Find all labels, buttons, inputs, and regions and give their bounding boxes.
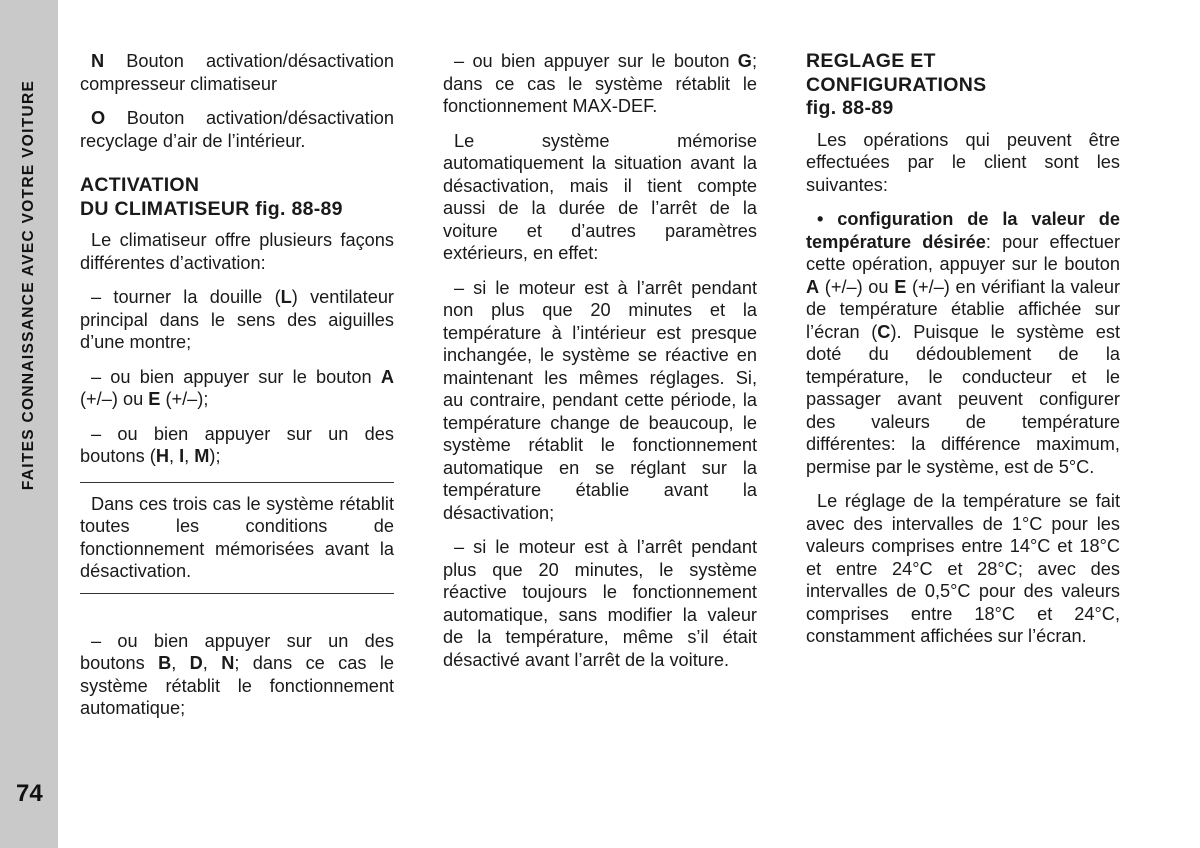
paragraph-operations: Les opérations qui peuvent être effectuées par le client sont les suivantes:	[806, 129, 1120, 195]
section-heading-activation: ACTIVATION DU CLIMATISEUR fig. 88-89	[80, 174, 343, 220]
paragraph-button-o: O Bouton activation/désactivation recyclage d’air de l’intérieur.	[80, 108, 394, 151]
paragraph-under-20-min: – si le moteur est à l’arrêt pendant non plus que 20 minutes et la température à l’intérieur est presque inchangée, le système se réactive en maintenant les mêmes réglages. Si, au contraire, pendant cette période, la température change de beaucoup, le système rétablit le fonctionnement automatique en se réglant sur la température établie avant la désactivation;	[443, 277, 757, 523]
section-heading-settings: REGLAGE ET CONFIGURATIONS fig. 88-89	[806, 50, 987, 119]
button-key: O	[91, 108, 106, 128]
text-column-3	[806, 50, 1120, 660]
paragraph-button-n: N Bouton activation/désactivation compresseur climatiseur	[80, 51, 394, 94]
paragraph-temperature-config: • configuration de la valeur de température désirée: pour effectuer cette opération, appuyer sur le bouton A (+/–) ou E (+/–) en vérifiant la valeur de température établie affichée sur l’écran (C). Puisque le système est doté du dédoublement de la température, le conducteur et le passager avant peuvent configurer des valeurs de température différentes: la différence maximum, permise par le système, est de 5°C.	[806, 209, 1121, 477]
sidebar	[0, 0, 58, 848]
text-column-2	[443, 50, 757, 683]
paragraph-option-bdn: – ou bien appuyer sur un des boutons B, D, N; dans ce cas le système rétablit le fonctionnement automatique;	[80, 630, 394, 718]
paragraph-option-a-e: – ou bien appuyer sur le bouton A (+/–) ou E (+/–);	[80, 366, 394, 409]
paragraph-memory: Le système mémorise automatiquement la situation avant la désactivation, mais il tient compte aussi de la durée de l’arrêt de la voiture et d’autres paramètres extérieurs, en effet:	[443, 130, 757, 263]
section-title-vertical	[2, 50, 56, 520]
note-text: Dans ces trois cas le système rétablit toutes les conditions de fonctionnement mémorisées avant la désactivation.	[80, 493, 394, 581]
text-column-1	[80, 50, 394, 732]
paragraph-temperature-steps: Le réglage de la température se fait avec des intervalles de 1°C pour les valeurs comprises entre 14°C et 18°C et entre 24°C et 28°C; avec des intervalles de 0,5°C pour des valeurs comprises entre 18°C et 24°C, constamment affichées sur l’écran.	[806, 491, 1120, 646]
note-box	[80, 482, 394, 594]
paragraph-option-g: – ou bien appuyer sur le bouton G; dans ce cas le système rétablit le fonctionnement MAX-DEF.	[443, 51, 757, 116]
paragraph-option-him: – ou bien appuyer sur un des boutons (H, I, M);	[80, 423, 394, 466]
paragraph-intro: Le climatiseur offre plusieurs façons différentes d’activation:	[80, 230, 394, 273]
section-title-text: FAITES CONNAISSANCE AVEC VOTRE VOITURE	[20, 79, 37, 491]
paragraph-option-knob: – tourner la douille (L) ventilateur principal dans le sens des aiguilles d’une montre;	[80, 287, 394, 352]
page-number: 74	[16, 780, 43, 807]
button-key: N	[91, 51, 105, 71]
paragraph-over-20-min: – si le moteur est à l’arrêt pendant plus que 20 minutes, le système réactive toujours le fonctionnement automatique, sans modifier la valeur de la température, même s’il était désactivé avant l’arrêt de la voiture.	[443, 537, 757, 670]
